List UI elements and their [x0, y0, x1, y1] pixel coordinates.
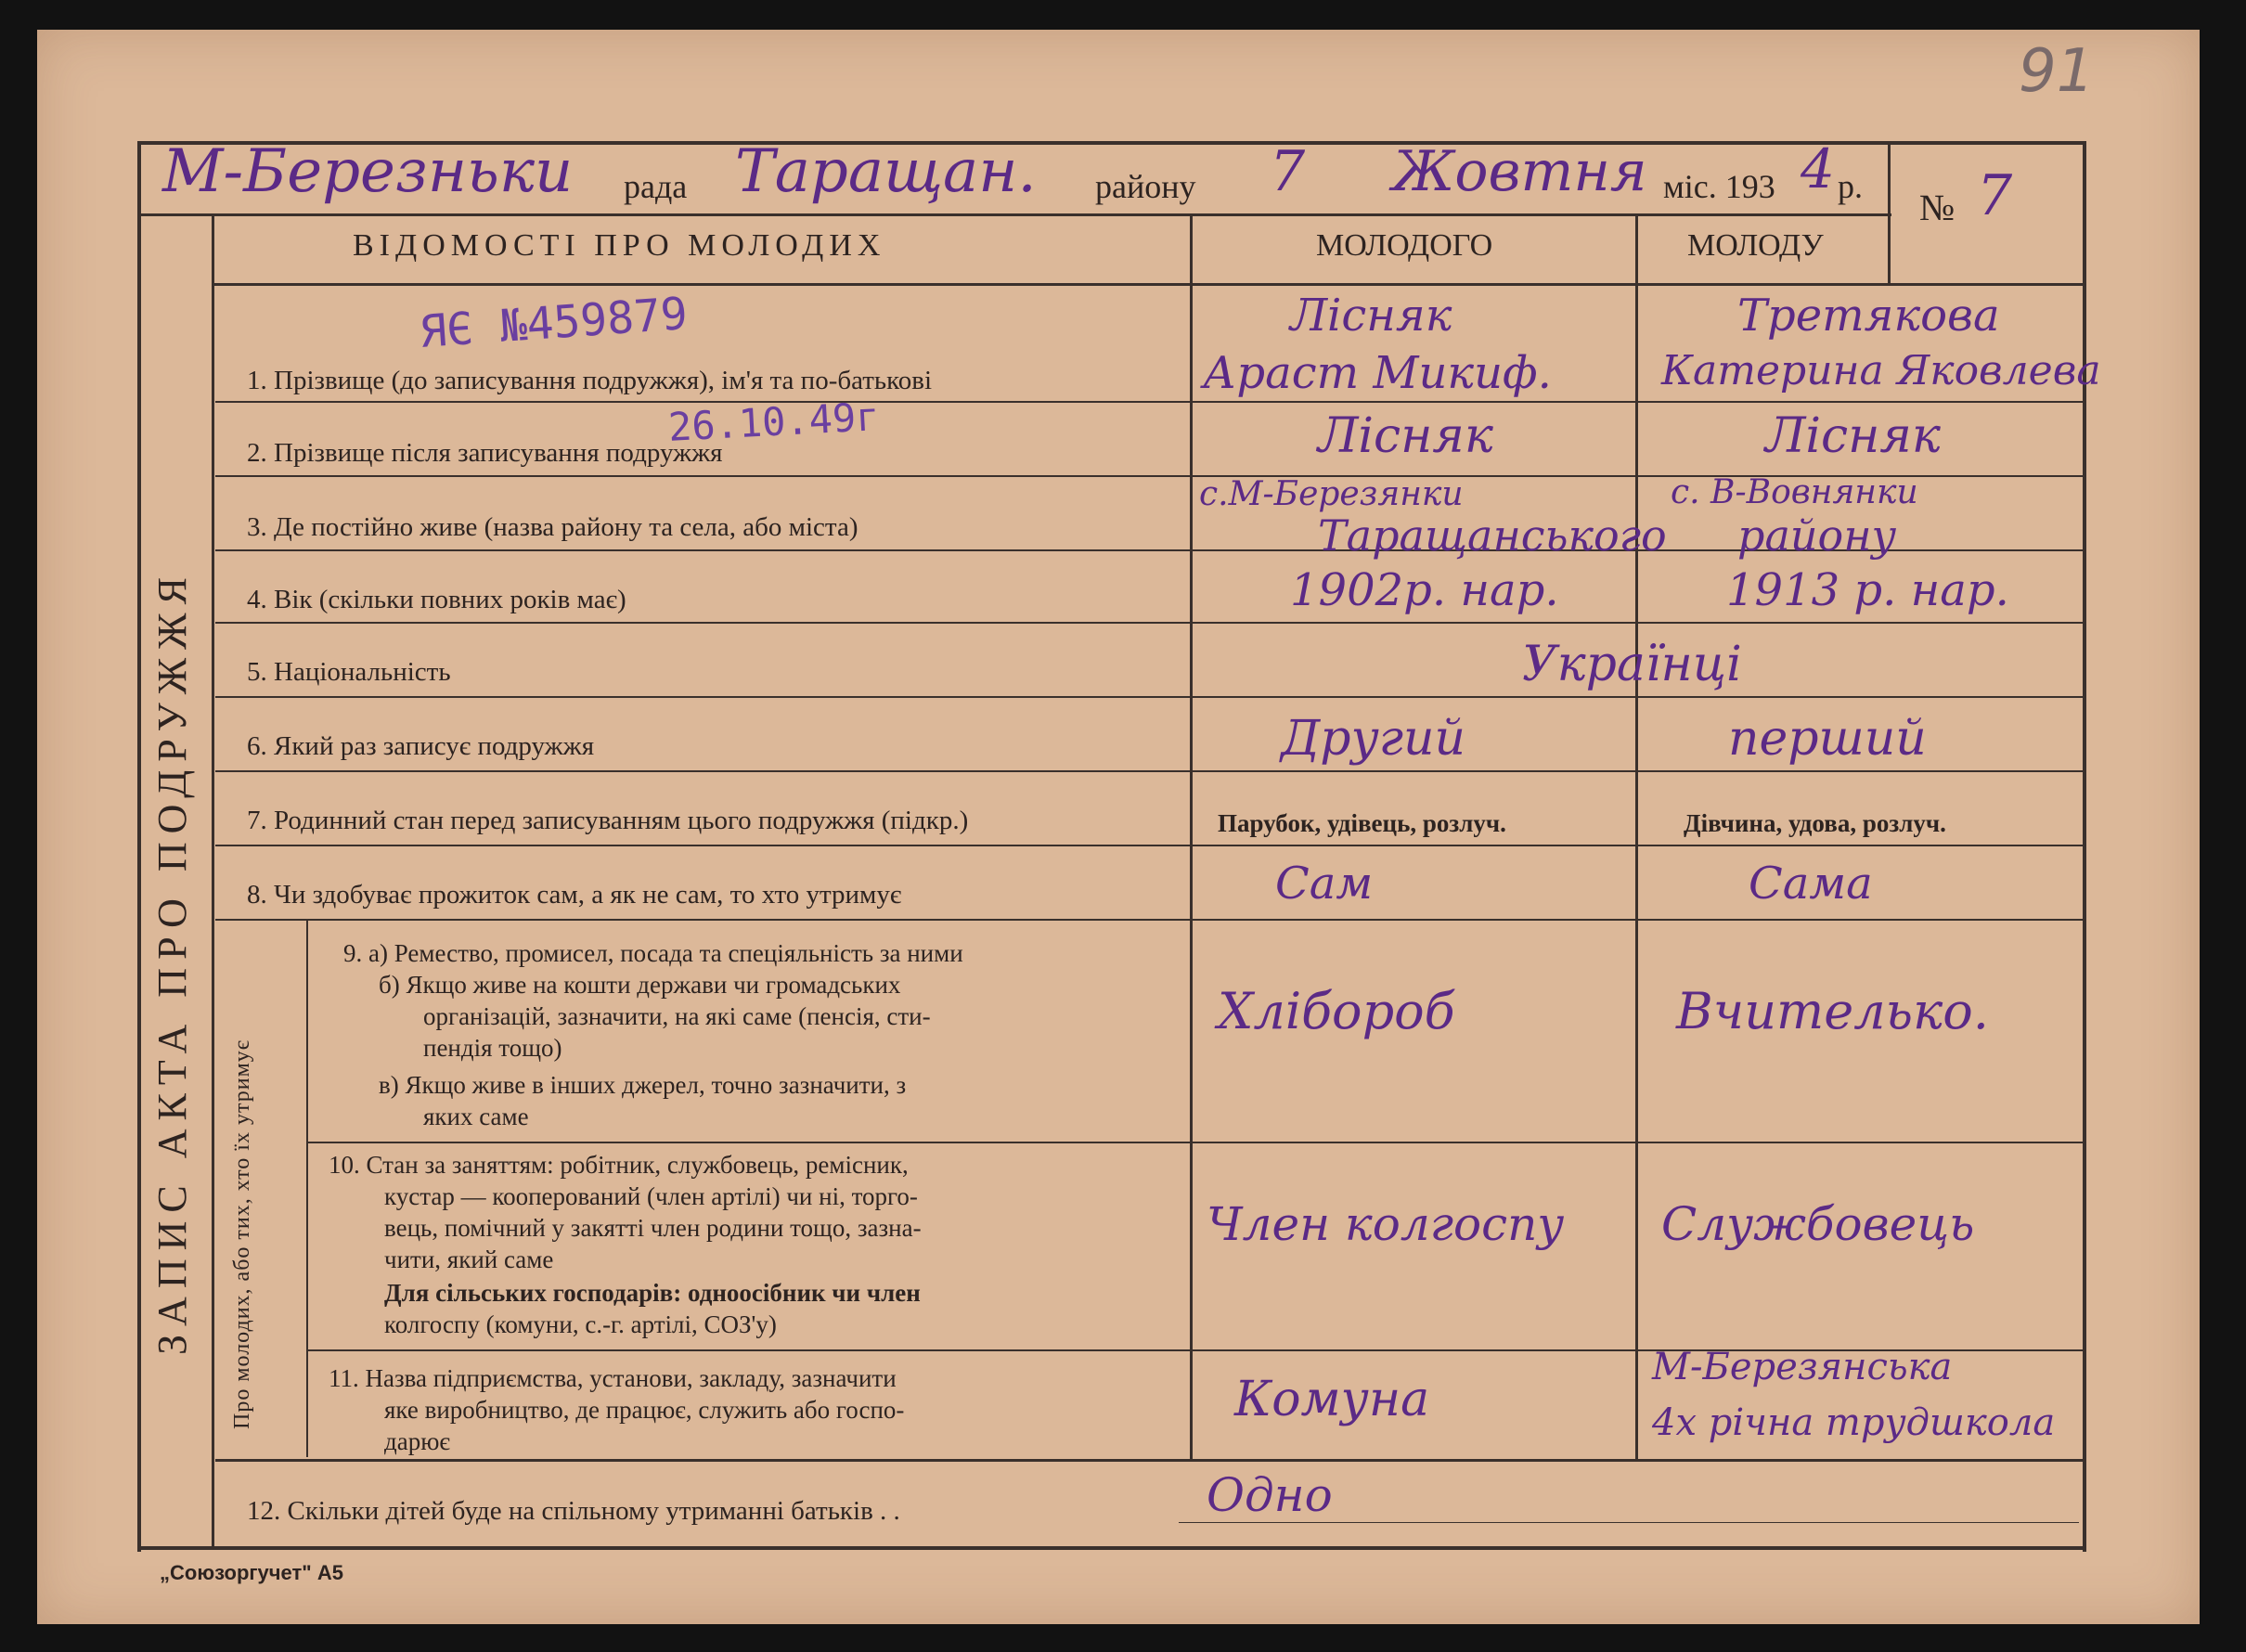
row4-groom: 1902р. нар.	[1290, 564, 1559, 616]
row11-l1: 11. Назва підприємства, установи, закладу, зазначити	[329, 1364, 897, 1392]
row-sep-7	[215, 845, 2083, 846]
side-title: ЗАПИС АКТА ПРО ПОДРУЖЖЯ	[149, 569, 195, 1355]
row1-bride-line2: Катерина Яковлева	[1661, 347, 2101, 394]
row-sep-1	[215, 401, 2083, 403]
row10-l4: чити, який саме	[384, 1245, 554, 1273]
year-label: міс. 193	[1663, 168, 1775, 205]
row3-groom-line2: Таращанського	[1318, 510, 1667, 561]
row10-groom: Член колгоспу	[1207, 1197, 1565, 1251]
col-header-groom: МОЛОДОГО	[1316, 228, 1493, 263]
row5-label: 5. Національність	[247, 657, 451, 687]
number-box-bottom	[1888, 283, 2085, 286]
row7-label: 7. Родинний стан перед записуванням цього подружжя (підкр.)	[247, 806, 969, 835]
col-header-info: ВІДОМОСТІ ПРО МОЛОДИХ	[353, 228, 886, 263]
row9-bride: Вчителько.	[1676, 982, 1989, 1040]
row3-bride-line2: району	[1737, 510, 1897, 561]
district-label: району	[1095, 168, 1196, 205]
row9-b1: б) Якщо живе на кошти держави чи громадських	[379, 971, 901, 999]
stamp-line-1: ЯЄ №459879	[418, 287, 690, 359]
row12-value: Одно	[1207, 1468, 1333, 1522]
row11-bride-line2: 4х річна трудшкола	[1652, 1401, 2056, 1444]
row5-nationality: Українці	[1522, 637, 1742, 692]
row11-l2: яке виробництво, де працює, служить або госпо-	[384, 1396, 905, 1424]
date-month: Жовтня	[1392, 139, 1647, 204]
row3-label: 3. Де постійно живе (назва району та села, або міста)	[247, 512, 858, 542]
village-name: М-Березньки	[162, 137, 574, 206]
row1-groom-line1: Лісняк	[1290, 290, 1452, 342]
row11-l3: дарює	[384, 1427, 450, 1455]
archive-page-number: 91	[2019, 37, 2095, 106]
row1-label: 1. Прізвище (до записування подружжя), ім'я та по-батькові	[247, 366, 932, 395]
row-sep-5	[215, 696, 2083, 698]
row2-groom: Лісняк	[1318, 408, 1493, 464]
rada-label: рада	[624, 168, 688, 205]
row-sep-8	[215, 919, 2083, 921]
row7-bride-options: Дівчина, удова, розлуч.	[1684, 809, 1946, 837]
side-subtitle: Про молодих, або тих, хто їх утримує	[230, 1039, 254, 1429]
row4-bride: 1913 р. нар.	[1726, 564, 2009, 616]
row9-a: 9. а) Ремество, промисел, посада та спеціяльність за ними	[343, 939, 963, 967]
row6-bride: перший	[1728, 711, 1927, 767]
row-sep-9	[306, 1142, 2083, 1143]
row12-dotted-line	[1179, 1522, 2079, 1523]
number-box-left	[1888, 141, 1891, 285]
row9-left-line	[306, 919, 308, 1457]
col-header-bride: МОЛОДУ	[1687, 228, 1824, 263]
row9-b3: пендія тощо)	[423, 1034, 562, 1062]
row-sep-4	[215, 622, 2083, 624]
row11-groom: Комуна	[1234, 1372, 1430, 1427]
row10-l3: вець, помічний у закятті член родини тощо, зазна-	[384, 1214, 922, 1242]
header-bottom-line	[137, 213, 1891, 216]
row8-label: 8. Чи здобуває прожиток сам, а як не сам, то хто утримує	[247, 880, 902, 910]
year-digit: 4	[1801, 137, 1835, 200]
frame-inner-left-line	[212, 213, 214, 1550]
district-name: Таращан.	[735, 137, 1037, 206]
row7-groom-options: Парубок, удівець, розлуч.	[1218, 809, 1506, 837]
row1-bride-line1: Третякова	[1737, 290, 2000, 342]
row10-bride: Службовець	[1661, 1197, 1975, 1251]
printer-mark: „Союзоргучет" А5	[160, 1561, 343, 1584]
row9-groom: Хлібороб	[1218, 982, 1455, 1040]
row3-bride-line1: с. В-Вовнянки	[1671, 473, 1918, 511]
row6-groom: Другий	[1281, 711, 1465, 767]
row-sep-6	[215, 770, 2083, 772]
row1-groom-line2: Араст Микиф.	[1203, 347, 1552, 399]
stamp-line-2: 26.10.49г	[666, 394, 881, 450]
frame-left-line	[137, 141, 141, 1552]
year-suffix: р.	[1838, 168, 1863, 205]
row11-bride-line1: М-Березянська	[1652, 1346, 1953, 1388]
record-number: 7	[1977, 163, 2013, 228]
frame-bottom-line	[137, 1546, 2086, 1550]
number-label: №	[1919, 187, 1956, 228]
row8-groom: Сам	[1275, 858, 1374, 910]
row6-label: 6. Який раз записує подружжя	[247, 731, 595, 761]
row9-b2: організацій, зазначити, на які саме (пенсія, сти-	[423, 1002, 931, 1030]
row10-l1: 10. Стан за заняттям: робітник, службовець, ремісник,	[329, 1151, 909, 1179]
row10-l6: колгоспу (комуни, с.-г. артілі, СОЗ'у)	[384, 1310, 777, 1338]
date-day: 7	[1270, 139, 1306, 204]
row10-l2: кустар — кооперований (член артілі) чи ні, торго-	[384, 1182, 918, 1210]
row2-bride: Лісняк	[1765, 408, 1941, 464]
row-sep-11	[215, 1459, 2083, 1462]
row2-label: 2. Прізвище після записування подружжя	[247, 438, 723, 468]
row9-c1: в) Якщо живе в інших джерел, точно зазначити, з	[379, 1071, 907, 1099]
row9-c2: яких саме	[423, 1103, 529, 1130]
row10-l5: Для сільських господарів: одноосібник чи член	[384, 1279, 921, 1307]
row8-bride: Сама	[1749, 858, 1873, 910]
row4-label: 4. Вік (скільки повних років має)	[247, 585, 626, 614]
row3-groom-line1: с.М-Березянки	[1199, 475, 1464, 513]
row12-label: 12. Скільки дітей буде на спільному утриманні батьків . .	[247, 1496, 900, 1526]
